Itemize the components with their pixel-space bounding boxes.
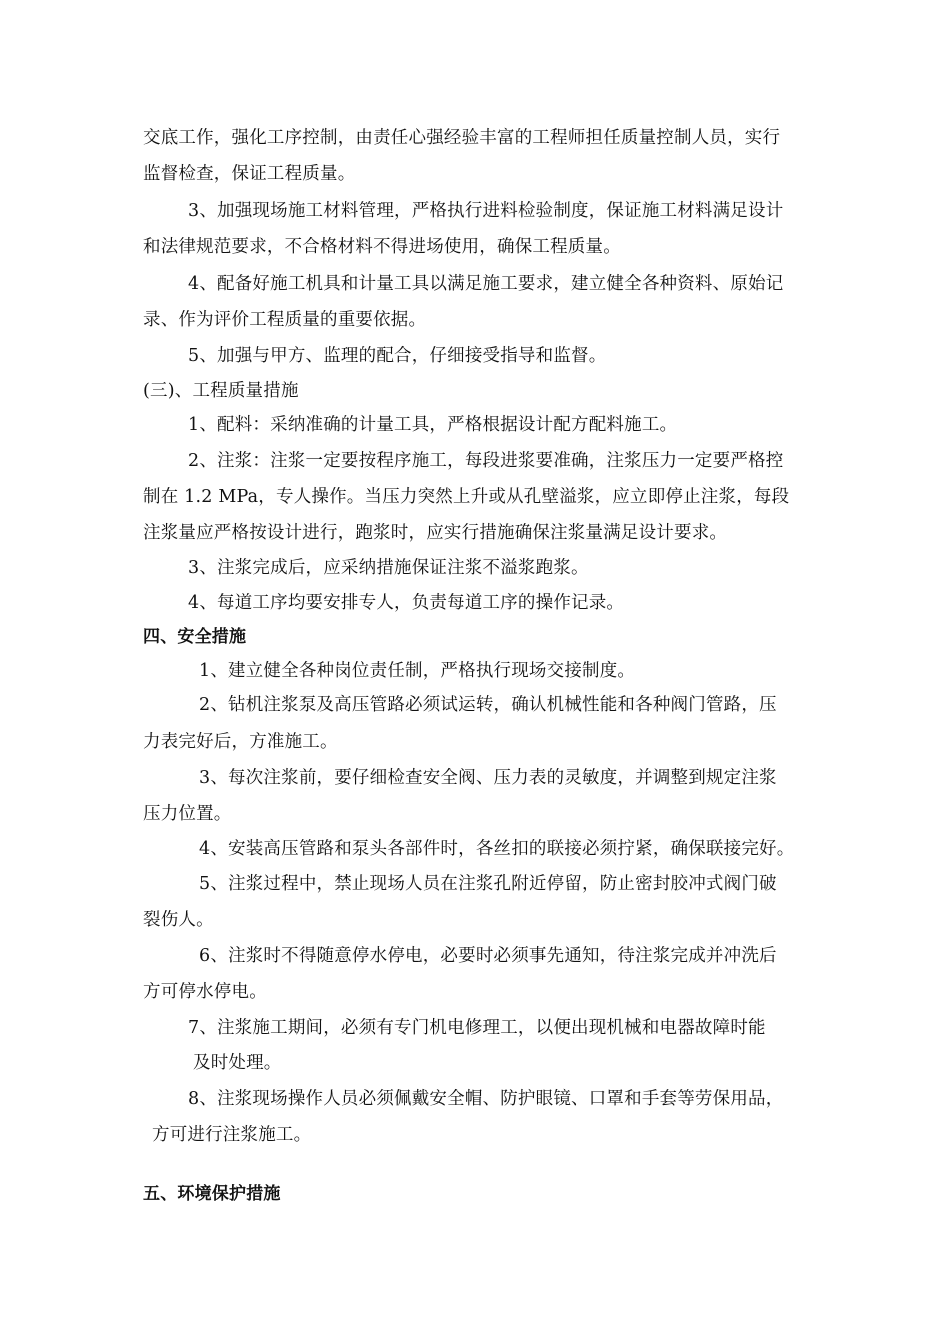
paragraph-line: 压力位置。 [143, 804, 232, 824]
paragraph-line: 6、注浆时不得随意停水停电，必要时必须事先通知，待注浆完成并冲洗后 [199, 946, 777, 966]
paragraph-line: 注浆量应严格按设计进行，跑浆时，应实行措施确保注浆量满足设计要求。 [143, 523, 728, 543]
paragraph-line: 3、注浆完成后，应采纳措施保证注浆不溢浆跑浆。 [188, 558, 589, 578]
paragraph-line: 录、作为评价工程质量的重要依据。 [143, 310, 427, 330]
paragraph-line: 4、安装高压管路和泵头各部件时，各丝扣的联接必须拧紧，确保联接完好。 [199, 839, 795, 859]
paragraph-line: 及时处理。 [193, 1053, 282, 1073]
paragraph-line: 和法律规范要求，不合格材料不得进场使用，确保工程质量。 [143, 237, 621, 257]
paragraph-line: 2、注浆：注浆一定要按程序施工，每段进浆要准确，注浆压力一定要严格控 [188, 451, 784, 471]
paragraph-line: 方可进行注浆施工。 [152, 1125, 312, 1145]
paragraph-line: 1、建立健全各种岗位责任制，严格执行现场交接制度。 [199, 661, 636, 681]
section-heading-safety: 四、安全措施 [143, 627, 247, 647]
subsection-heading: (三)、工程质量措施 [143, 381, 299, 401]
paragraph-line: 5、加强与甲方、监理的配合，仔细接受指导和监督。 [188, 346, 607, 366]
paragraph-line: 制在 1.2 MPa，专人操作。当压力突然上升或从孔壁溢浆，应立即停止注浆，每段 [143, 487, 790, 507]
paragraph-line: 4、每道工序均要安排专人，负责每道工序的操作记录。 [188, 593, 625, 613]
paragraph-line: 1、配料：采纳准确的计量工具，严格根据设计配方配料施工。 [188, 415, 678, 435]
paragraph-line: 3、每次注浆前，要仔细检查安全阀、压力表的灵敏度，并调整到规定注浆 [199, 768, 777, 788]
paragraph-line: 8、注浆现场操作人员必须佩戴安全帽、防护眼镜、口罩和手套等劳保用品， [188, 1089, 784, 1109]
paragraph-line: 力表完好后，方准施工。 [143, 732, 338, 752]
paragraph-line: 3、加强现场施工材料管理，严格执行进料检验制度，保证施工材料满足设计 [188, 201, 784, 221]
paragraph-line: 5、注浆过程中，禁止现场人员在注浆孔附近停留，防止密封胶冲式阀门破 [199, 874, 777, 894]
paragraph-line: 2、钻机注浆泵及高压管路必须试运转，确认机械性能和各种阀门管路，压 [199, 695, 777, 715]
paragraph-line: 交底工作，强化工序控制，由责任心强经验丰富的工程师担任质量控制人员，实行 [143, 128, 781, 148]
paragraph-line: 监督检查，保证工程质量。 [143, 164, 356, 184]
paragraph-line: 4、配备好施工机具和计量工具以满足施工要求，建立健全各种资料、原始记 [188, 274, 784, 294]
paragraph-line: 7、注浆施工期间，必须有专门机电修理工，以便出现机械和电器故障时能 [188, 1018, 766, 1038]
paragraph-line: 方可停水停电。 [143, 982, 267, 1002]
paragraph-line: 裂伤人。 [143, 910, 214, 930]
section-heading-environment: 五、环境保护措施 [143, 1184, 281, 1204]
